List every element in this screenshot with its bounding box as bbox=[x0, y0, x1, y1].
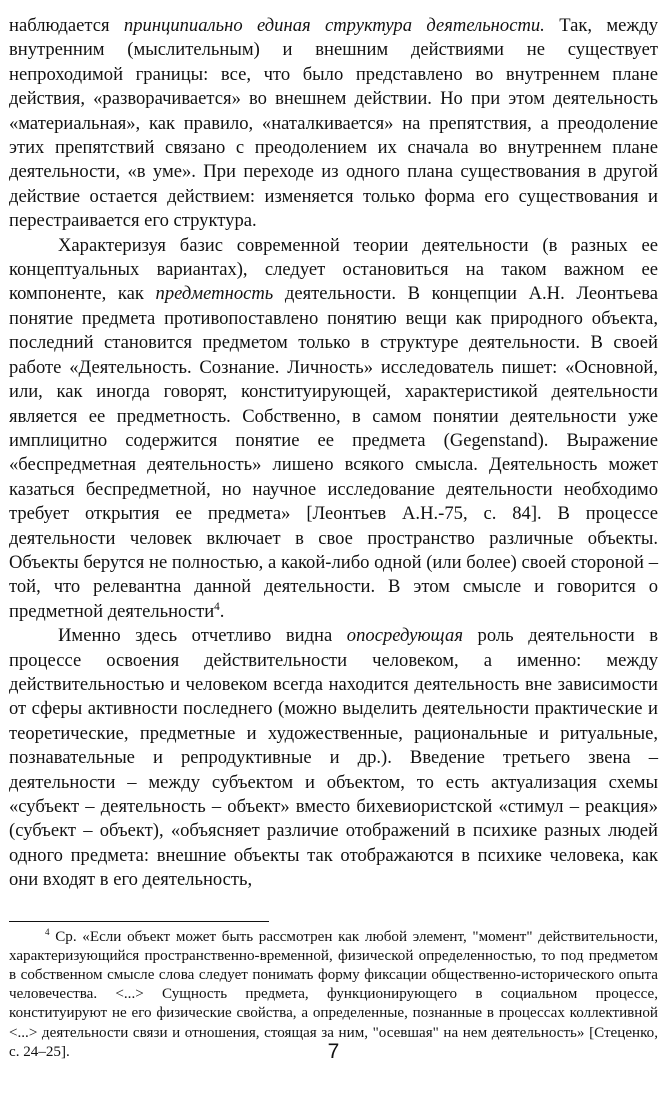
emphasis-text: опосредующая bbox=[346, 625, 463, 647]
paragraph-2: Характеризуя базис современной теории деятельности (в разных ее концептуальных вариантах), следует остановиться на таком важном ее компоненте, как предметность деятельности. В концепции А.Н. Леонтьева понятие предмета противопоставлено понятию вещи как природного объекта, последний становится предметом только в структуре деятельности. В своей работе «Деятельность. Сознание. Личность» исследователь пишет: «Основной, или, как иногда говорят, конституирующей, характеристикой деятельности является ее предметность. Собственно, в самом понятии деятельности уже имплицитно содержится понятие ее предмета (Gegenstand). Выражение «беспредметная деятельность» лишено всякого смысла. Деятельность может казаться беспредметной, но научное исследование деятельности необходимо требует открытия ее предмета» [Леонтьев А.Н.-75, с. 84]. В процессе деятельности человек включает в свое пространство различные объекты. Объекты берутся не полностью, а какой-либо одной (или более) своей стороной – той, что релевантна данной деятельности. В этом смысле и говорится о предметной деятельности$^4$. bbox=[9, 234, 659, 622]
emphasis-text: предметность bbox=[155, 283, 274, 305]
paragraph-3: Именно здесь отчетливо видна опосредующая роль деятельности в процессе освоения действительности человеком, а именно: между действительностью и человеком всегда находится деятельность вне зависимости от сферы активности последнего (можно выделить деятельности практические и теоретические, предметные и художественные, рациональные и ритуальные, познавательные и репродуктивные и др.). Введение третьего звена – деятельности – между субъектом и объектом, то есть актуализация схемы «субъект – деятельность – объект» вместо бихевиористской «стимул – реакция» (субъект – объект), «объясняет различие отображений в психике разных людей одного предмета: внешние объекты так отображаются в психике человека, как они входят в его деятельность, bbox=[9, 625, 658, 891]
paragraph-1: наблюдается принципиально единая структура деятельности. Так, между внутренним (мыслительным) и внешним действиями не существует непроходимой границы: все, что было представлено во внутреннем плане действия, «разворачивается» во внешнем действии. Но при этом деятельность «материальная», как правило, «наталкивается» на препятствия, а преодоление этих препятствий связано с преодолением их сначала во внутреннем плане деятельности, «в уме». При переходе из одного плана существования в другой действие остается действием: изменяется только форма его существования и перестраивается его структура. bbox=[9, 15, 659, 232]
footnote-divider bbox=[9, 921, 269, 922]
main-text bbox=[9, 14, 658, 893]
footnote-reference: 4 bbox=[214, 600, 220, 613]
page-number: 7 bbox=[327, 1040, 340, 1063]
footnote-mark: 4 bbox=[45, 926, 50, 937]
emphasis-text: принципиально единая структура деятельности. bbox=[123, 15, 545, 36]
footnote-text: Ср. «Если объект может быть рассмотрен как любой элемент, "момент" действительности, характеризующийся пространственно-временной, физической определенностью, то под предметом в собственном смысле слова следует понимать форму фиксации общественно-исторического опыта человечества. <...> Сущность предмета, функционирующего в социальном процессе, конституируют не его физические свойства, а определенные, познанные в процессах коллективной <...> деятельности связи и отношения, стоящая за ним, "осевшая" на нем деятельность» [Стеценко, с. 24–25]. bbox=[9, 928, 658, 1060]
